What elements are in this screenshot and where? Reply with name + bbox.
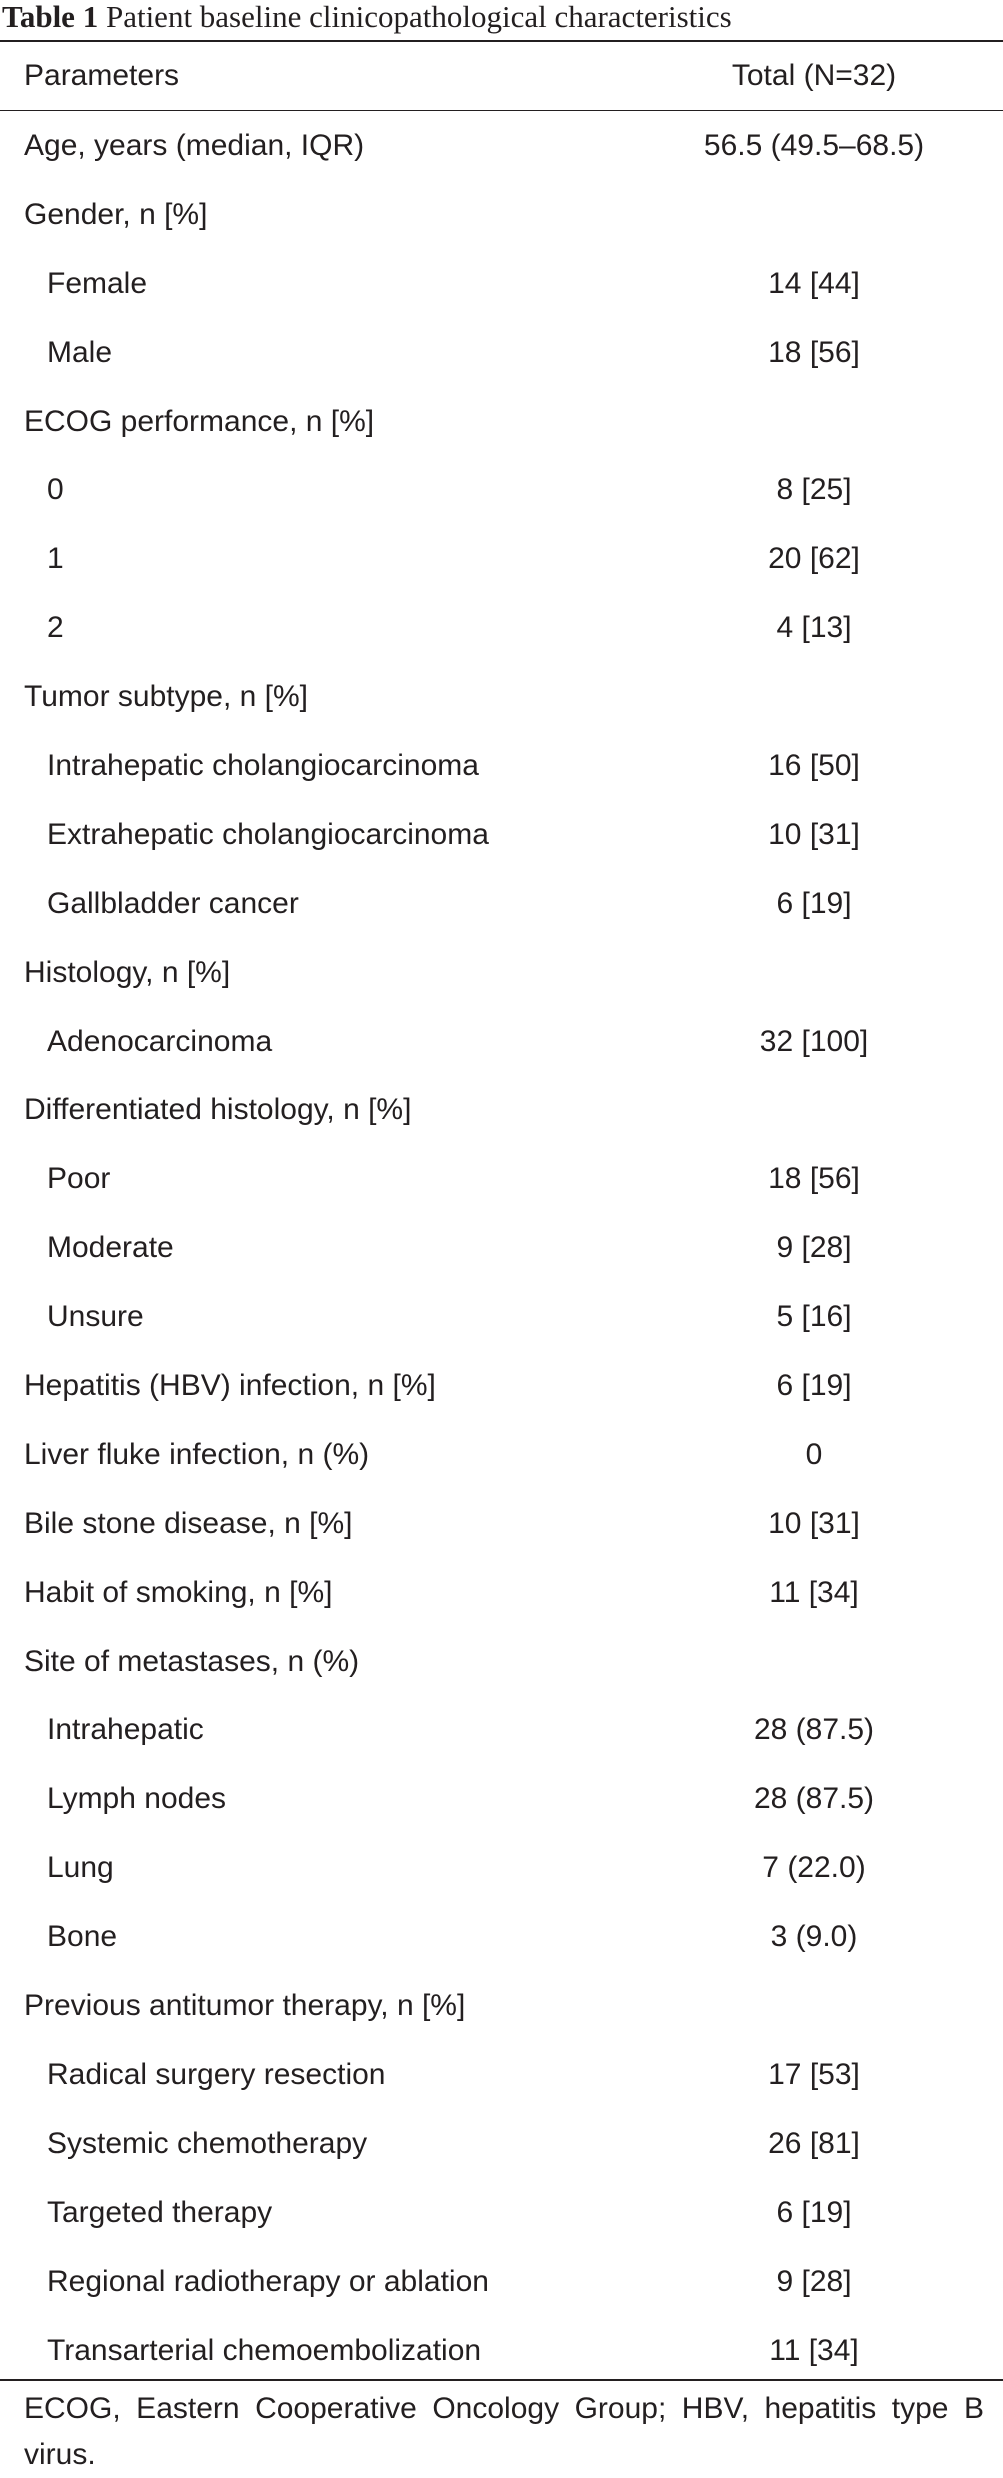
row-label: Targeted therapy — [47, 2195, 273, 2229]
table-row — [0, 1972, 1003, 2041]
row-label: Hepatitis (HBV) infection, n [%] — [24, 1369, 436, 1403]
row-label: Moderate — [47, 1231, 174, 1265]
table-caption-title: Patient baseline clinicopathological characteristics — [105, 0, 732, 34]
row-value: 18 [56] — [768, 335, 860, 369]
table-row — [0, 1283, 1003, 1352]
table-row — [0, 939, 1003, 1008]
row-label: Unsure — [47, 1300, 144, 1334]
row-value: 26 [81] — [768, 2126, 860, 2160]
table-row — [0, 112, 1003, 181]
table-row — [0, 1076, 1003, 1145]
bottom-rule — [0, 2379, 1003, 2381]
row-value: 10 [31] — [768, 1506, 860, 1540]
table-row — [0, 1214, 1003, 1283]
table-row — [0, 732, 1003, 801]
table-row — [0, 456, 1003, 525]
table-row — [0, 525, 1003, 594]
row-value: 56.5 (49.5–68.5) — [703, 129, 925, 162]
row-label: Lung — [47, 1851, 114, 1885]
row-label: Male — [47, 335, 113, 369]
row-label: Radical surgery resection — [47, 2057, 386, 2091]
table-row — [0, 870, 1003, 939]
table-row — [0, 1421, 1003, 1490]
table-row — [0, 1903, 1003, 1972]
row-label: Female — [47, 266, 148, 300]
table-row — [0, 2248, 1003, 2317]
row-label: Previous antitumor therapy, n [%] — [24, 1989, 466, 2023]
row-label: Bone — [47, 1920, 118, 1954]
row-value: 10 [31] — [768, 817, 860, 851]
row-value: 20 [62] — [768, 542, 860, 576]
row-value: 18 [56] — [768, 1162, 860, 1196]
table-row — [0, 1834, 1003, 1903]
row-label: Differentiated histology, n [%] — [24, 1093, 412, 1127]
header-rule — [0, 110, 1003, 111]
row-value: 32 [100] — [759, 1024, 869, 1058]
table-row — [0, 1145, 1003, 1214]
row-value: 28 (87.5) — [753, 1713, 875, 1747]
row-label: Intrahepatic — [47, 1713, 204, 1747]
table-row — [0, 1008, 1003, 1077]
row-label: Regional radiotherapy or ablation — [47, 2264, 489, 2298]
table-footnote: ECOG, Eastern Cooperative Oncology Group; HBV, hepatitis type B virus. — [24, 2392, 984, 2471]
row-label: Adenocarcinoma — [47, 1024, 273, 1058]
table-caption — [2, 0, 732, 38]
row-label: Extrahepatic cholangiocarcinoma — [47, 817, 489, 851]
row-label: Transarterial chemoembolization — [47, 2333, 482, 2367]
row-label: Intrahepatic cholangiocarcinoma — [47, 749, 479, 783]
row-value: 9 [28] — [776, 1231, 852, 1265]
row-label: Bile stone disease, n [%] — [24, 1506, 353, 1540]
table-row — [0, 388, 1003, 457]
row-value: 0 — [805, 1437, 823, 1471]
row-label: 2 — [47, 611, 64, 645]
row-value: 11 [34] — [769, 2333, 859, 2367]
row-value: 16 [50] — [768, 749, 860, 783]
table-header — [0, 42, 1003, 110]
table-row — [0, 2179, 1003, 2248]
row-label: Age, years (median, IQR) — [24, 129, 365, 162]
row-value: 6 [19] — [776, 2195, 852, 2229]
row-value: 14 [44] — [768, 266, 860, 300]
row-value: 28 (87.5) — [753, 1782, 875, 1816]
row-value: 6 [19] — [776, 1369, 852, 1403]
table-row — [0, 181, 1003, 250]
row-label: Gallbladder cancer — [47, 886, 299, 920]
table-row — [0, 1490, 1003, 1559]
row-label: 1 — [47, 542, 64, 576]
table-row — [0, 2041, 1003, 2110]
row-label: Gender, n [%] — [24, 197, 208, 231]
table-row — [0, 594, 1003, 663]
row-value: 5 [16] — [776, 1300, 852, 1334]
table-row — [0, 1696, 1003, 1765]
table-row — [0, 663, 1003, 732]
table-row — [0, 2110, 1003, 2179]
table-row — [0, 801, 1003, 870]
row-label: Poor — [47, 1162, 111, 1196]
row-value: 4 [13] — [776, 611, 852, 645]
row-value: 9 [28] — [776, 2264, 852, 2298]
table-row — [0, 1628, 1003, 1697]
header-total: Total (N=32) — [731, 59, 897, 92]
table-row — [0, 250, 1003, 319]
row-label: ECOG performance, n [%] — [24, 404, 375, 438]
row-label: Liver fluke infection, n (%) — [24, 1437, 370, 1471]
row-value: 8 [25] — [776, 473, 852, 507]
row-label: 0 — [47, 473, 64, 507]
table-caption-label: Table 1 — [2, 0, 99, 34]
table-row — [0, 1765, 1003, 1834]
table-row — [0, 2317, 1003, 2386]
table-row — [0, 1559, 1003, 1628]
row-label: Habit of smoking, n [%] — [24, 1575, 333, 1609]
table-row — [0, 319, 1003, 388]
row-label: Lymph nodes — [47, 1782, 227, 1816]
row-label: Histology, n [%] — [24, 955, 231, 989]
table-body — [0, 112, 1003, 2385]
row-value: 3 (9.0) — [770, 1920, 858, 1954]
header-parameters: Parameters — [24, 59, 180, 92]
row-label: Site of metastases, n (%) — [24, 1644, 360, 1678]
table-row — [0, 1352, 1003, 1421]
row-label: Tumor subtype, n [%] — [24, 680, 309, 714]
row-value: 7 (22.0) — [762, 1851, 866, 1885]
row-value: 6 [19] — [776, 886, 852, 920]
row-label: Systemic chemotherapy — [47, 2126, 368, 2160]
row-value: 11 [34] — [769, 1575, 859, 1609]
row-value: 17 [53] — [768, 2057, 860, 2091]
